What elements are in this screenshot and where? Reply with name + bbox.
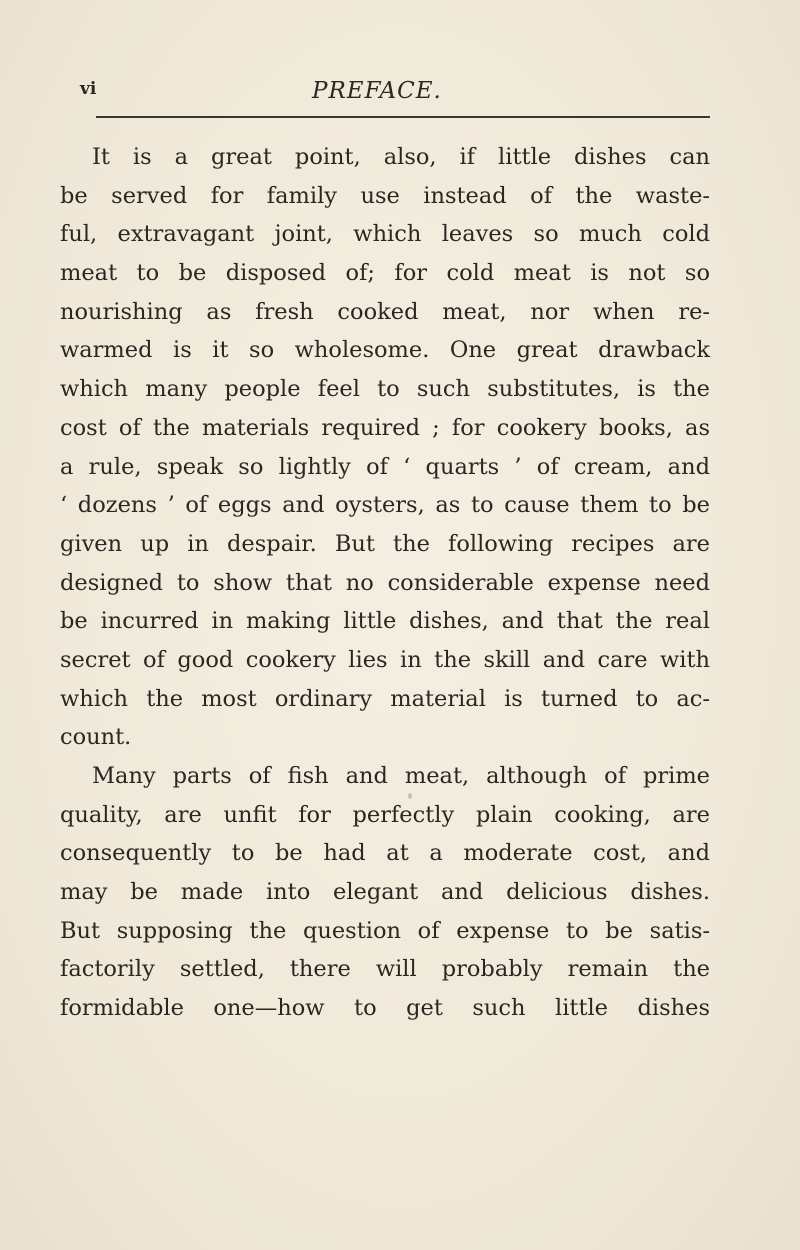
text-line: But supposing the question of expense to be satis- [60,917,710,944]
text-line: be served for family use instead of the waste- [60,182,710,209]
text-line: meat to be disposed of; for cold meat is not so [60,260,710,287]
running-header [76,76,760,116]
text-line: warmed is it so wholesome. One great drawback [60,337,710,364]
text-line: ‘ dozens ’ of eggs and oysters, as to cause them to be [60,492,710,519]
text-line: a rule, speak so lightly of ‘ quarts ’ of cream, and [60,453,710,480]
page-number: vi [80,79,97,99]
running-title: PREFACE. [312,78,442,104]
text-line: factorily settled, there will probably remain the [60,956,710,983]
text-line: which the most ordinary material is turned to ac- [60,685,710,712]
text-line: which many people feel to such substitutes, is the [60,376,710,403]
text-line: formidable one—how to get such little dishes [60,995,710,1022]
text-line: ful, extravagant joint, which leaves so much cold [60,221,710,248]
header-rule [96,116,710,118]
text-line: quality, are unfit for perfectly plain cooking, are [60,801,710,828]
text-line: nourishing as fresh cooked meat, nor when re- [60,298,710,325]
text-line: given up in despair. But the following recipes are [60,530,710,557]
text-line: consequently to be had at a moderate cost, and [60,840,710,867]
text-line: It is a great point, also, if little dishes can [92,144,710,170]
text-line: designed to show that no considerable expense need [60,569,710,596]
text-line: cost of the materials required ; for cookery books, as [60,414,710,441]
body-text [60,138,710,1028]
text-line: may be made into elegant and delicious dishes. [60,879,710,906]
paper-speck [408,793,412,799]
text-line: count. [60,724,132,751]
text-line: secret of good cookery lies in the skill and care with [60,646,710,673]
text-line: be incurred in making little dishes, and that the real [60,608,710,635]
text-line: Many parts of fish and meat, although of prime [92,763,710,789]
